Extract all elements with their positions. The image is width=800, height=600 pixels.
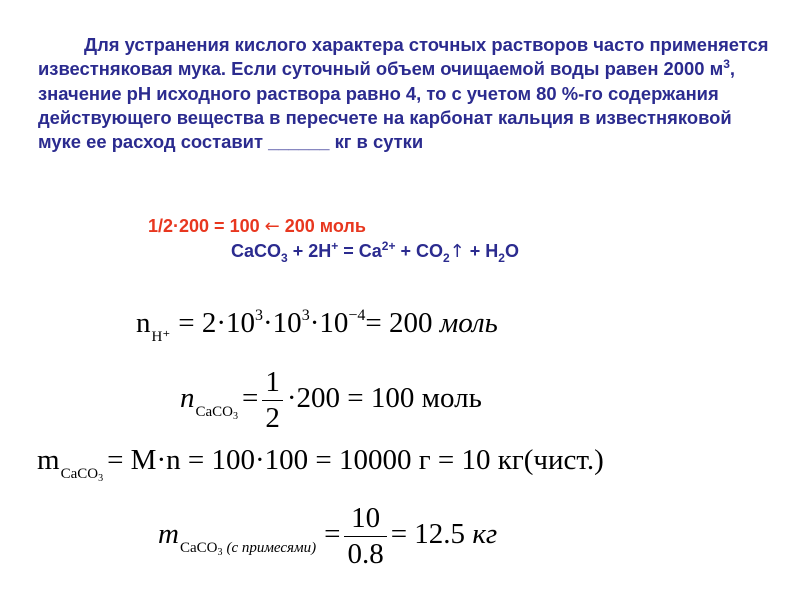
formula-result: = 12.5 <box>390 518 466 551</box>
formula-term: ·10 <box>263 307 302 339</box>
fraction-ten-over-point-eight <box>344 504 386 569</box>
formula-term: ·10 <box>309 307 349 339</box>
formula-moles-caco3 <box>180 368 482 433</box>
problem-exponent: 3 <box>723 57 730 72</box>
reaction-term: + CO <box>395 241 443 261</box>
reaction-charge: 2+ <box>381 239 396 253</box>
formula-symbol: m <box>37 444 60 476</box>
formula-exponent: 3 <box>301 307 310 324</box>
formula-subscript <box>179 540 223 559</box>
formula-note: (с примесями) <box>226 540 317 557</box>
formula-subscript-index: 3 <box>217 547 223 559</box>
formula-symbol: m <box>158 518 179 551</box>
formula-subscript-index: 3 <box>98 473 104 484</box>
mole-calculation-line <box>148 216 366 237</box>
formula-term: = 2·10 <box>178 307 256 339</box>
formula-equals: = <box>242 382 259 415</box>
formula-exponent: −4 <box>348 307 366 324</box>
problem-statement <box>38 33 778 154</box>
formula-subscript-index: 3 <box>233 411 238 423</box>
formula-subscript <box>61 466 104 482</box>
reaction-term: CaCO <box>231 241 282 261</box>
formula-subscript: H⁺ <box>151 329 171 345</box>
reaction-subscript: 3 <box>281 251 288 265</box>
formula-subscript-text: CaCO <box>60 466 99 482</box>
formula-unit: моль <box>439 307 498 339</box>
formula-equals: = <box>324 518 341 551</box>
formula-subscript-text: CaCO <box>195 404 233 421</box>
formula-result: = M·n = 100·100 = 10000 г = 10 кг(чист.) <box>107 444 604 476</box>
mole-amount: 200 моль <box>284 216 366 236</box>
formula-symbol: n <box>180 382 195 415</box>
reaction-charge: + <box>331 239 339 253</box>
formula-exponent: 3 <box>255 307 264 324</box>
reaction-term: O <box>504 241 519 261</box>
problem-text-part1: Для устранения кислого характера сточных растворов часто применяется известняковая мука. Если суточный объем очищаемой воды равен 2000 м <box>38 34 769 80</box>
formula-subscript-text: CaCO <box>179 540 218 557</box>
formula-mass-with-impurities <box>158 504 497 569</box>
reaction-term: + H <box>464 241 499 261</box>
fraction-numerator: 1 <box>262 368 283 401</box>
formula-symbol: n <box>136 307 151 339</box>
formula-result: ·200 = 100 моль <box>286 382 482 415</box>
reaction-term: = Ca <box>338 241 382 261</box>
formula-subscript <box>195 404 239 423</box>
reaction-term: + 2H <box>287 241 332 261</box>
reaction-subscript: 2 <box>442 251 450 265</box>
formula-moles-h-plus <box>136 307 498 345</box>
left-arrow-icon: ← <box>264 216 280 237</box>
fraction-denominator: 2 <box>265 402 280 434</box>
reaction-equation <box>231 239 519 265</box>
fraction-denominator: 0.8 <box>347 538 384 570</box>
formula-result: = 200 <box>365 307 433 339</box>
problem-text-part2: , значение pH исходного раствора равно 4, то с учетом 80 %-го содержания действующего вещества в пересчете на карбонат кальция в известняковой муке ее расход составит ______ кг в сутки <box>38 58 735 153</box>
gas-arrow-icon: ↑ <box>449 241 465 262</box>
mole-calculation: 1/2·200 = 100 <box>148 216 260 236</box>
reaction-subscript: 2 <box>498 251 505 265</box>
fraction-one-half <box>262 368 283 433</box>
formula-mass-pure <box>37 444 604 484</box>
fraction-numerator: 10 <box>344 504 386 537</box>
formula-unit: кг <box>472 518 498 551</box>
